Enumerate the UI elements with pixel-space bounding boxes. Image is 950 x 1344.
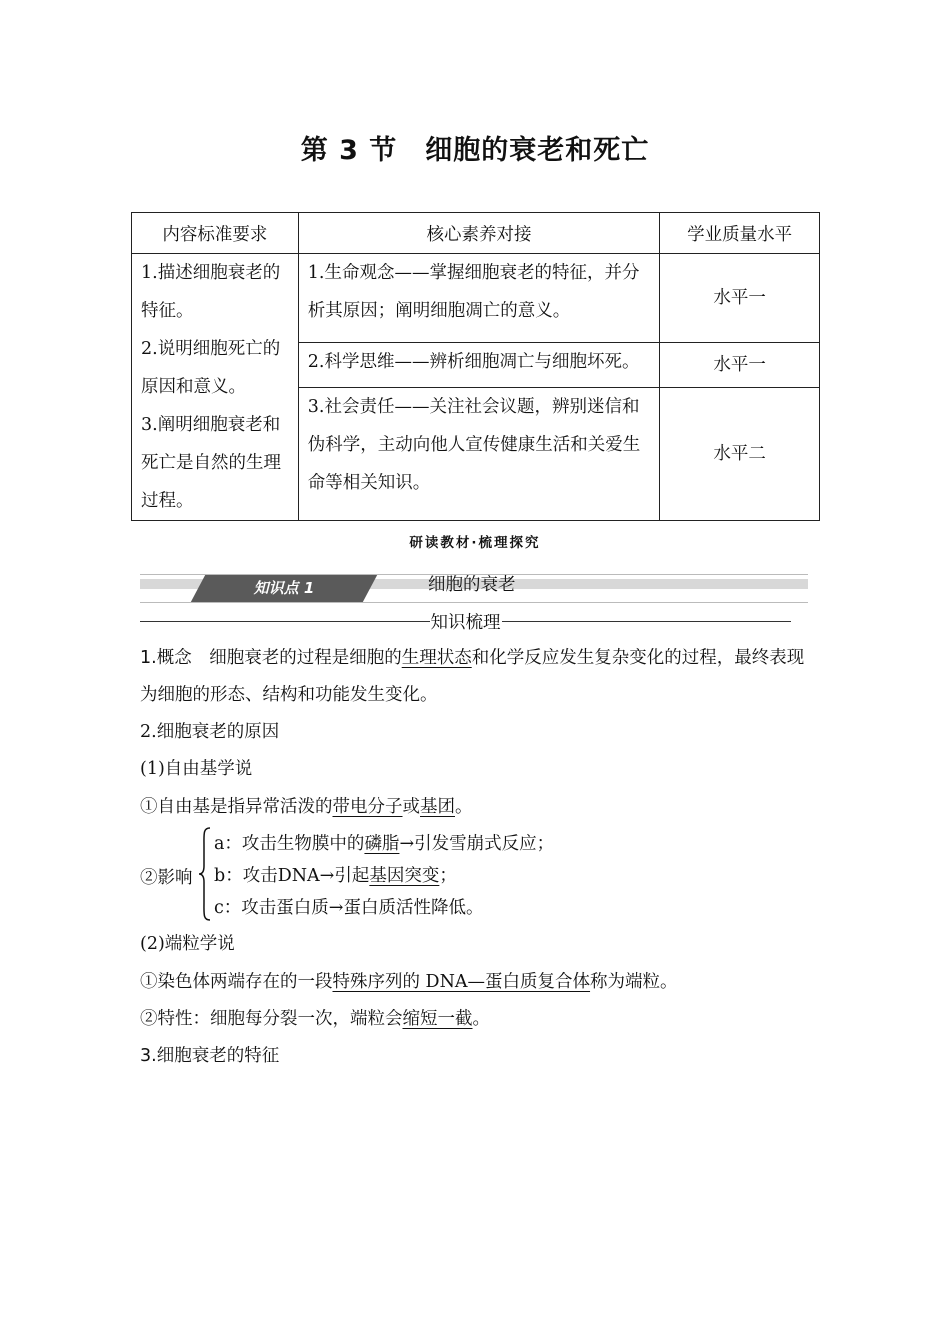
section-title: 细胞的衰老和死亡 xyxy=(425,135,650,166)
table-row xyxy=(132,254,820,343)
underlined-answer: 特殊序列的 DNA—蛋白质复合体 xyxy=(332,972,591,992)
section-number: 第 3 节 xyxy=(300,135,398,166)
telomere-property: ②特性：细胞每分裂一次，端粒会缩短一截。 xyxy=(140,1009,490,1029)
underlined-answer: 基因突变 xyxy=(369,866,440,886)
section-subheading: 研读教材·梳理探究 xyxy=(409,535,541,551)
table-header-row xyxy=(132,213,820,254)
list-item: a：攻击生物膜中的磷脂→引发雪崩式反应； xyxy=(214,834,555,854)
left-brace-icon xyxy=(198,826,212,922)
page-title xyxy=(0,128,950,167)
telomere-heading: (2)端粒学说 xyxy=(140,934,235,954)
literacy-cell: 1.生命观念——掌握细胞衰老的特征，并分析其原因；阐明细胞凋亡的意义。 xyxy=(298,254,659,343)
free-radical-heading: (1)自由基学说 xyxy=(140,759,253,779)
underlined-answer: 生理状态 xyxy=(401,648,472,668)
level-cell: 水平二 xyxy=(660,388,820,521)
header-quality-level: 学业质量水平 xyxy=(660,213,820,254)
knowledge-point-title: 细胞的衰老 xyxy=(428,575,516,595)
level-cell: 水平一 xyxy=(660,343,820,388)
literacy-cell: 2.科学思维——辨析细胞凋亡与细胞坏死。 xyxy=(298,343,659,388)
header-core-literacy: 核心素养对接 xyxy=(298,213,659,254)
list-item: b：攻击DNA→引起基因突变； xyxy=(214,866,457,886)
underlined-answer: 带电分子 xyxy=(332,797,403,817)
underlined-answer: 基团 xyxy=(420,797,455,817)
free-radical-definition: ①自由基是指异常活泼的带电分子或基团。 xyxy=(140,797,473,817)
separator-label: 知识梳理 xyxy=(430,612,501,633)
requirement-item: 1.描述细胞衰老的特征。 xyxy=(141,263,281,321)
requirement-item: 3.阐明细胞衰老和死亡是自然的生理过程。 xyxy=(141,415,281,511)
effect-label: ②影响 xyxy=(140,868,193,888)
telomere-definition: ①染色体两端存在的一段特殊序列的 DNA—蛋白质复合体称为端粒。 xyxy=(140,972,678,992)
cause-heading: 2.细胞衰老的原因 xyxy=(140,722,280,742)
underlined-answer: 磷脂 xyxy=(364,834,400,854)
underlined-answer: 缩短一截 xyxy=(402,1009,473,1029)
divider-line xyxy=(140,621,430,622)
features-heading: 3.细胞衰老的特征 xyxy=(140,1046,280,1066)
literacy-cell: 3.社会责任——关注社会议题，辨别迷信和伪科学，主动向他人宣传健康生活和关爱生命等相关知识。 xyxy=(298,388,659,521)
concept-paragraph: 1.概念 细胞衰老的过程是细胞的生理状态和化学反应发生复杂变化的过程，最终表现为细胞的形态、结构和功能发生变化。 xyxy=(140,648,805,705)
knowledge-point-bar xyxy=(140,574,808,603)
effect-list xyxy=(214,828,554,924)
header-content-standard: 内容标准要求 xyxy=(132,213,299,254)
knowledge-separator xyxy=(140,609,791,633)
requirements-cell xyxy=(132,254,299,521)
standards-table xyxy=(131,212,820,521)
requirement-item: 2.说明细胞死亡的原因和意义。 xyxy=(141,339,281,397)
concept-label: 1.概念 xyxy=(140,648,192,668)
level-cell: 水平一 xyxy=(660,254,820,343)
list-item: c：攻击蛋白质→蛋白质活性降低。 xyxy=(214,898,484,918)
divider-line xyxy=(502,621,792,622)
knowledge-point-badge-label: 知识点 1 xyxy=(253,579,315,597)
